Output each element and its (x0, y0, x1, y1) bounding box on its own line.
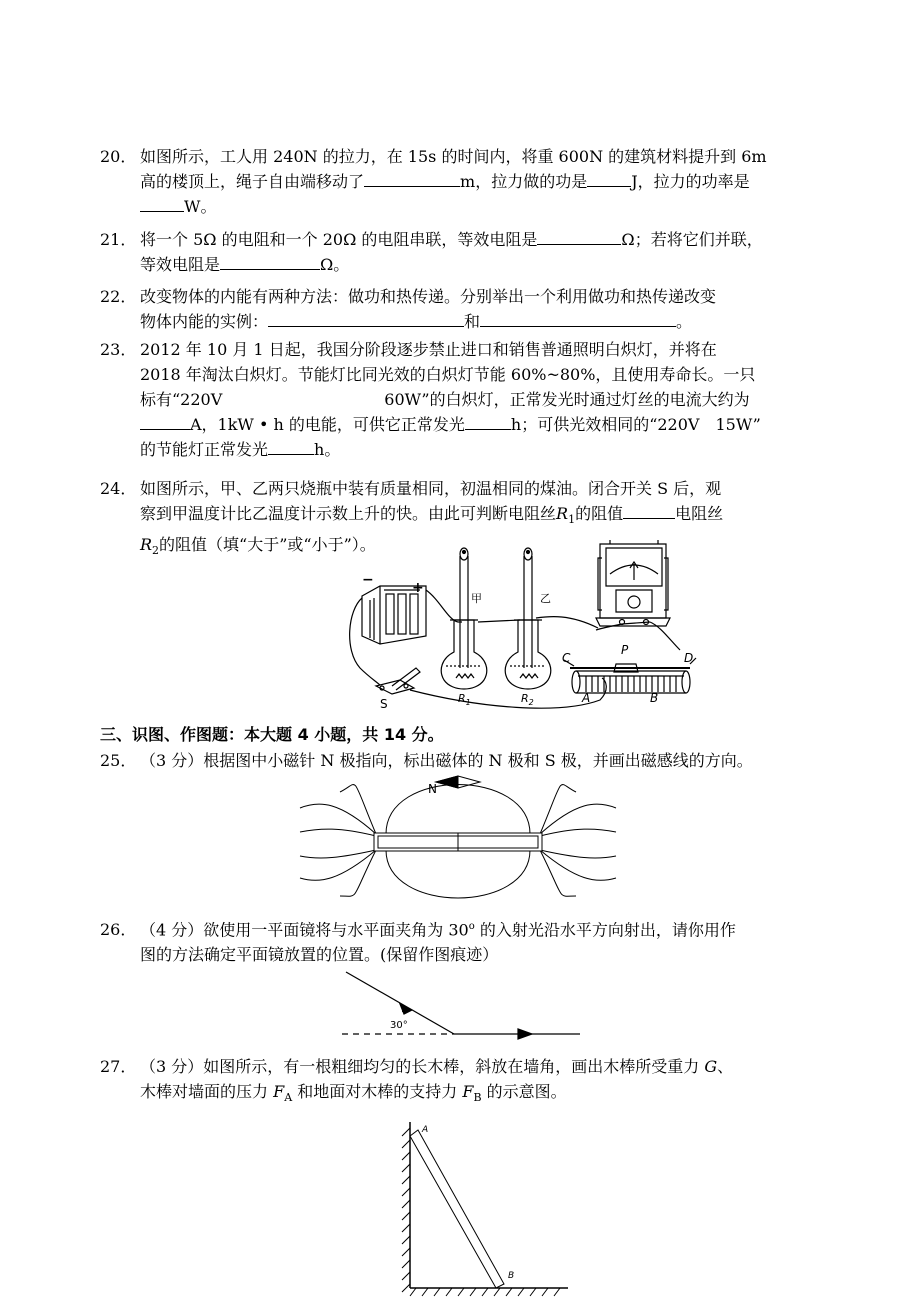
question-number: 23． (100, 340, 137, 359)
question-23: 23． 2012 年 10 月 1 日起，我国分阶段逐步禁止进口和销售普通照明白炽灯，并将在 2018 年淘汰白炽灯。节能灯比同光效的白炽灯节能 60%~80%，且使用寿命长。一只 标有“220V 60W”的白炽灯，正常发光时通过灯丝的电流大约为 A，1kW • h 的电能，可供它正常发光 h；可供光效相同的“220V 15W” 的节能灯正常发光 h。 (100, 337, 830, 462)
needle-n-label: N (428, 782, 437, 796)
question-number: 27． (100, 1057, 137, 1076)
stick-figure (400, 1118, 575, 1296)
angle-label: 30° (390, 1020, 408, 1031)
answer-blank[interactable] (537, 227, 621, 245)
svg-text:D: D (684, 651, 694, 665)
answer-blank[interactable] (220, 252, 320, 270)
circuit-figure (340, 540, 720, 715)
wire (426, 590, 462, 622)
answer-blank[interactable] (465, 412, 511, 430)
svg-text:甲: 甲 (471, 592, 482, 605)
answer-blank[interactable] (480, 309, 676, 327)
svg-text:−: − (362, 572, 374, 588)
svg-text:A: A (582, 691, 591, 705)
svg-text:B: B (508, 1271, 515, 1281)
r2-label: $R_2$ (521, 692, 534, 707)
answer-blank[interactable] (268, 437, 314, 455)
svg-text:+: + (412, 580, 424, 596)
question-22: 22． 改变物体的内能有两种方法：做功和热传递。分别举出一个利用做功和热传递改变 物体内能的实例： 和 。 (100, 284, 830, 334)
rheostat (564, 658, 696, 693)
ammeter (596, 540, 670, 626)
r1-label: $R_1$ (458, 692, 471, 707)
flask-yi (505, 548, 551, 689)
svg-text:S: S (380, 697, 388, 711)
question-number: 20． (100, 147, 137, 166)
magnet-figure (300, 772, 620, 902)
question-number: 21． (100, 230, 137, 249)
answer-blank[interactable] (587, 169, 631, 187)
question-number: 25． (100, 751, 137, 770)
question-number: 26． (100, 920, 137, 940)
answer-blank[interactable] (623, 501, 675, 519)
svg-text:B: B (650, 691, 659, 705)
svg-text:P: P (621, 643, 629, 657)
svg-text:乙: 乙 (540, 592, 551, 605)
answer-blank[interactable] (140, 194, 184, 212)
question-number: 22． (100, 287, 137, 306)
switch (376, 668, 420, 694)
question-25: 25． （3 分）根据图中小磁针 N 极指向，标出磁体的 N 极和 S 极，并画出磁感线的方向。 (100, 748, 830, 773)
wire (478, 620, 520, 622)
wire (536, 617, 598, 628)
answer-blank[interactable] (140, 412, 190, 430)
light-ray-figure (340, 970, 590, 1040)
question-27: 27． （3 分）如图所示，有一根粗细均匀的长木棒，斜放在墙角，画出木棒所受重力 G、 木棒对墙面的压力 $F_A$ 和地面对木棒的支持力 $F_B$ 的示意图。 (100, 1054, 830, 1110)
question-20: 20． 如图所示，工人用 240N 的拉力，在 15s 的时间内，将重 600N 的建筑材料提升到 6m 高的楼顶上，绳子自由端移动了 m，拉力做的功是 J，拉力的功率是 W。 (100, 144, 830, 219)
question-number: 24． (100, 479, 137, 498)
answer-blank[interactable] (268, 309, 464, 327)
answer-blank[interactable] (364, 169, 460, 187)
section-heading: 三、识图、作图题：本大题 4 小题，共 14 分。 (100, 725, 444, 744)
bar-magnet (374, 833, 542, 851)
question-26: 26． （4 分）欲使用一平面镜将与水平面夹角为 30$^o$ 的入射光沿水平方向射出，请你用作 图的方法确定平面镜放置的位置。(保留作图痕迹） (100, 914, 830, 967)
svg-text:C: C (562, 651, 571, 665)
question-21: 21． 将一个 5Ω 的电阻和一个 20Ω 的电阻串联，等效电阻是 Ω；若将它们并联， 等效电阻是 Ω。 (100, 227, 830, 277)
flask-jia (441, 548, 487, 689)
question-24: 24． 如图所示，甲、乙两只烧瓶中装有质量相同，初温相同的煤油。闭合开关 S 后，观 察到甲温度计比乙温度计示数上升的快。由此可判断电阻丝$R_1$的阻值 电阻丝 $R_2$的阻值（填“大于”或“小于”）。 (100, 476, 830, 563)
wooden-stick (410, 1130, 504, 1288)
svg-text:A: A (422, 1125, 429, 1135)
